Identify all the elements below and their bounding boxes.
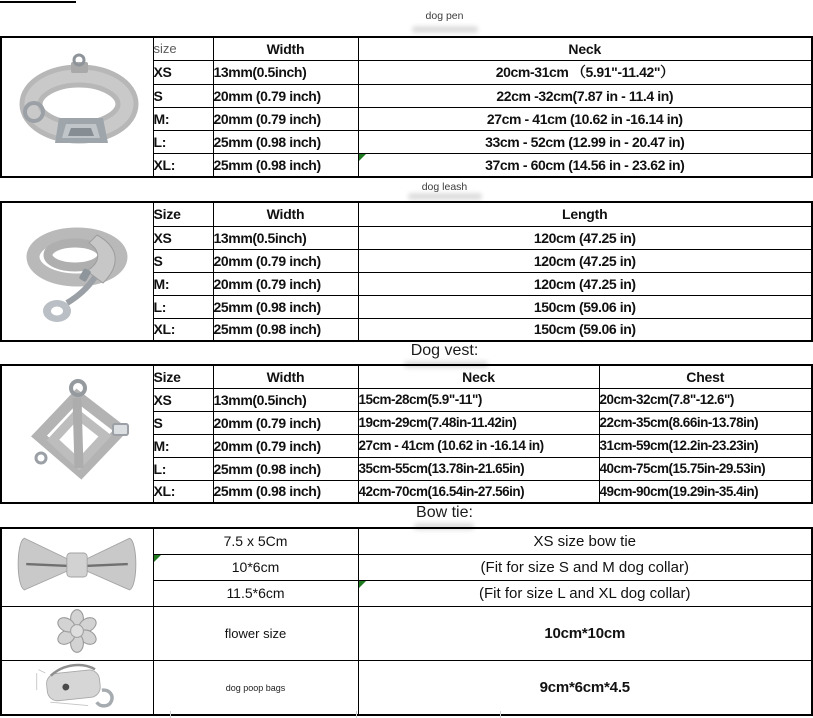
collar-l-size: L:: [153, 130, 213, 153]
flower-row: [1, 607, 812, 661]
bow-tie-image: [7, 588, 147, 605]
vest-s-width: 20mm (0.79 inch): [213, 411, 358, 434]
vest-s-chest: 22cm-35cm(8.66in-13.78in): [599, 411, 812, 434]
leash-xl-length: 150cm (59.06 in): [358, 318, 812, 341]
leash-section-title: dog leash: [421, 181, 468, 193]
leash-size-table: [0, 201, 813, 342]
bowtie-xs-size: 7.5 x 5Cm: [153, 528, 358, 554]
leash-l-size: L:: [153, 295, 213, 318]
gridline-stub: [170, 711, 171, 718]
vest-l-neck: 35cm-55cm(13.78in-21.65in): [358, 457, 599, 480]
leash-header-width: Width: [213, 202, 358, 226]
leash-s-size: S: [153, 249, 213, 272]
bowtie-row-xs: [1, 528, 812, 554]
collar-s-neck: 22cm -32cm(7.87 in - 11.4 in): [358, 84, 812, 107]
vest-header-size: Size: [153, 365, 213, 388]
vest-image-cell: [1, 365, 153, 503]
flower-image-cell: [1, 607, 153, 661]
collar-s-size: S: [153, 84, 213, 107]
vest-s-size: S: [153, 411, 213, 434]
vest-header-chest: Chest: [599, 365, 812, 388]
vest-xl-chest: 49cm-90cm(19.29in-35.4in): [599, 480, 812, 503]
vest-xs-width: 13mm(0.5inch): [213, 388, 358, 411]
leash-l-length: 150cm (59.06 in): [358, 295, 812, 318]
collar-size-table: [0, 36, 813, 178]
collar-l-width: 25mm (0.98 inch): [213, 130, 358, 153]
vest-m-width: 20mm (0.79 inch): [213, 434, 358, 457]
vest-xs-chest: 20cm-32cm(7.8"-12.6"): [599, 388, 812, 411]
flower-image: [47, 642, 107, 659]
collar-m-width: 20mm (0.79 inch): [213, 107, 358, 130]
leash-header-size: Size: [153, 202, 213, 226]
poop-bag-image: [12, 696, 142, 713]
bowtie-lxl-size: 11.5*6cm: [153, 580, 358, 606]
leash-xl-width: 25mm (0.98 inch): [213, 318, 358, 341]
top-left-line: [0, 1, 76, 3]
vest-l-chest: 40cm-75cm(15.75in-29.53in): [599, 457, 812, 480]
vest-size-table: [0, 364, 813, 504]
flower-size-label: flower size: [153, 607, 358, 661]
collar-m-size: M:: [153, 107, 213, 130]
poop-bags-label: dog poop bags: [153, 661, 358, 716]
vest-m-chest: 31cm-59cm(12.2in-23.23in): [599, 434, 812, 457]
gridline-stub: [500, 711, 501, 718]
collar-xl-width: 25mm (0.98 inch): [213, 153, 358, 177]
bowtie-image-cell: [1, 528, 153, 607]
vest-xl-width: 25mm (0.98 inch): [213, 480, 358, 503]
vest-header-width: Width: [213, 365, 358, 388]
leash-l-width: 25mm (0.98 inch): [213, 295, 358, 318]
collar-xl-size: XL:: [153, 153, 213, 177]
poop-bags-row: [1, 661, 812, 716]
collar-xl-neck: 37cm - 60cm (14.56 in - 23.62 in): [358, 153, 812, 177]
watermark-smudge: [412, 26, 478, 33]
bowtie-xs-desc: XS size bow tie: [358, 528, 812, 554]
vest-l-width: 25mm (0.98 inch): [213, 457, 358, 480]
dog-harness-image: [11, 481, 143, 498]
leash-m-size: M:: [153, 272, 213, 295]
leash-xs-width: 13mm(0.5inch): [213, 226, 358, 249]
dog-leash-image: [11, 318, 143, 335]
error-indicator-icon: [359, 581, 366, 588]
leash-s-width: 20mm (0.79 inch): [213, 249, 358, 272]
vest-section-title: Dog vest:: [410, 342, 479, 359]
leash-xs-length: 120cm (47.25 in): [358, 226, 812, 249]
bowtie-lxl-desc: (Fit for size L and XL dog collar): [358, 580, 812, 606]
collar-image-cell: [1, 37, 153, 177]
collar-xs-size: XS: [153, 60, 213, 84]
bowtie-section-title: Bow tie:: [416, 504, 473, 521]
error-indicator-icon: [154, 555, 161, 562]
collar-header-width: Width: [213, 37, 358, 60]
collar-xs-width: 13mm(0.5inch): [213, 60, 358, 84]
flower-size-value: 10cm*10cm: [358, 607, 812, 661]
collar-xs-neck: 20cm-31cm （5.91"-11.42"）: [358, 60, 812, 84]
vest-xl-neck: 42cm-70cm(16.54in-27.56in): [358, 480, 599, 503]
collar-header-size: size: [153, 37, 213, 60]
gridline-stub: [356, 711, 357, 718]
collar-m-neck: 27cm - 41cm (10.62 in -16.14 in): [358, 107, 812, 130]
leash-s-length: 120cm (47.25 in): [358, 249, 812, 272]
poop-bags-value: 9cm*6cm*4.5: [358, 661, 812, 716]
leash-xl-size: XL:: [153, 318, 213, 341]
vest-xs-size: XS: [153, 388, 213, 411]
poop-bag-image-cell: [1, 661, 153, 716]
collar-l-neck: 33cm - 52cm (12.99 in - 20.47 in): [358, 130, 812, 153]
leash-header-length: Length: [358, 202, 812, 226]
collar-section-title: dog pen: [425, 10, 464, 22]
vest-xl-size: XL:: [153, 480, 213, 503]
bowtie-sm-desc: (Fit for size S and M dog collar): [358, 554, 812, 580]
watermark-smudge: [408, 193, 482, 200]
error-indicator-icon: [359, 154, 366, 161]
bowtie-size-table: [0, 527, 813, 716]
dog-collar-image: [11, 151, 143, 168]
collar-header-neck: Neck: [358, 37, 812, 60]
vest-l-size: L:: [153, 457, 213, 480]
vest-header-neck: Neck: [358, 365, 599, 388]
vest-m-size: M:: [153, 434, 213, 457]
leash-xs-size: XS: [153, 226, 213, 249]
vest-xs-neck: 15cm-28cm(5.9"-11"): [358, 388, 599, 411]
vest-m-neck: 27cm - 41cm (10.62 in -16.14 in): [358, 434, 599, 457]
leash-image-cell: [1, 202, 153, 341]
collar-s-width: 20mm (0.79 inch): [213, 84, 358, 107]
bowtie-sm-size: 10*6cm: [153, 554, 358, 580]
vest-s-neck: 19cm-29cm(7.48in-11.42in): [358, 411, 599, 434]
leash-m-width: 20mm (0.79 inch): [213, 272, 358, 295]
leash-m-length: 120cm (47.25 in): [358, 272, 812, 295]
